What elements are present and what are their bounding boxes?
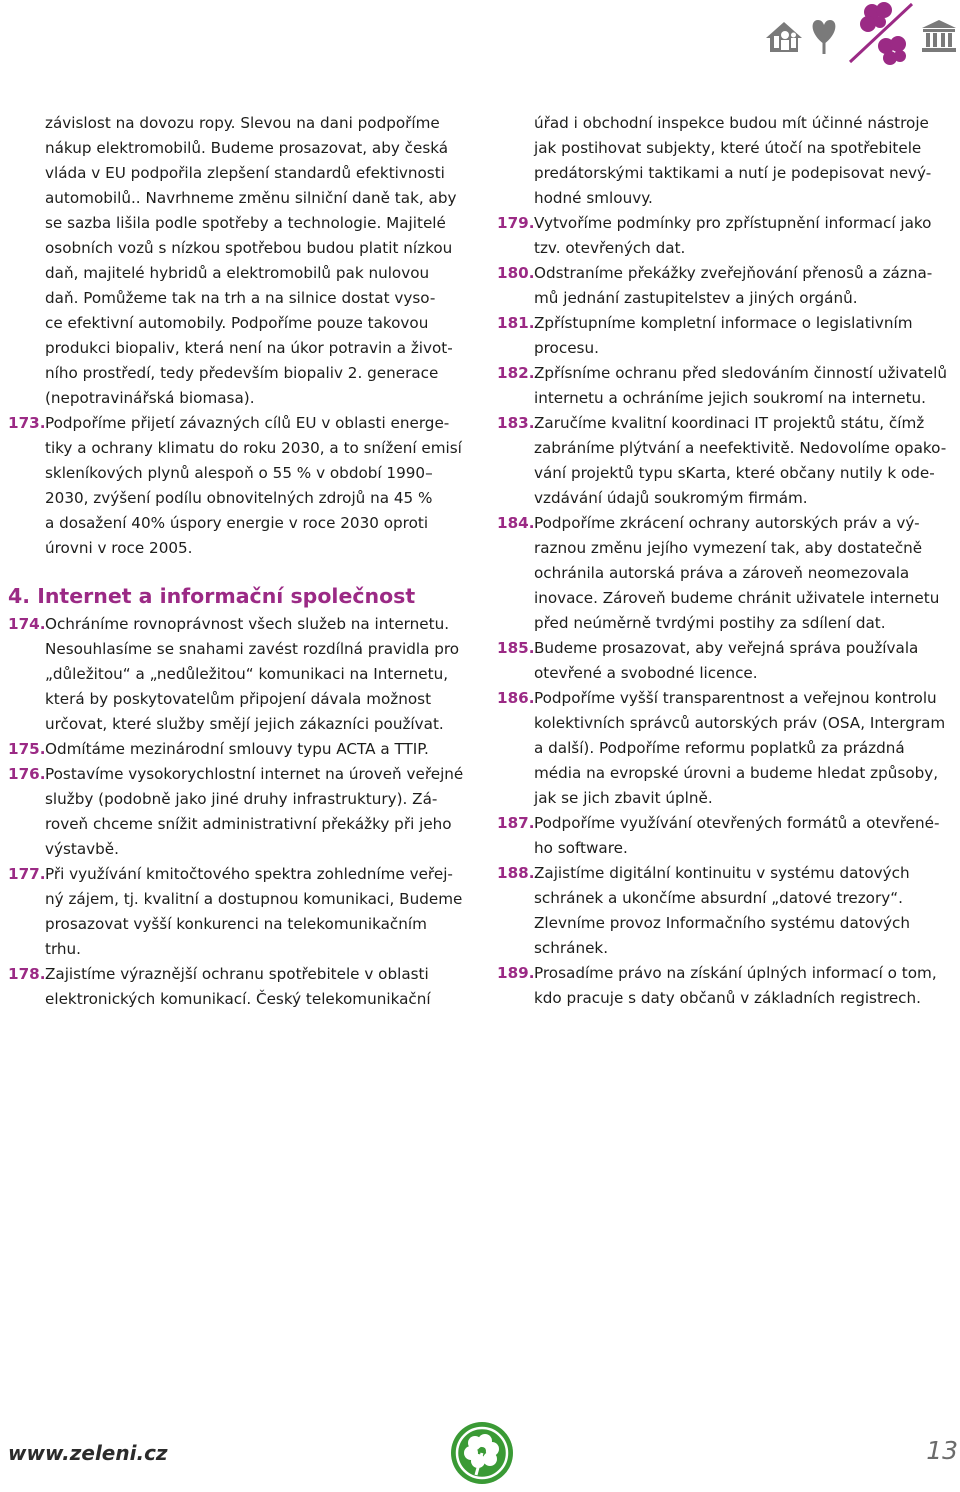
item-text-line: Odmítáme mezinárodní smlouvy typu ACTA a TTIP. xyxy=(45,740,429,758)
text-line: daň. Pomůžeme tak na trh a na silnice dostat vyso- xyxy=(45,289,436,307)
left-continuation-paragraph xyxy=(8,111,470,411)
right-column xyxy=(497,111,959,1011)
item-text-line: úrovni v roce 2005. xyxy=(45,539,193,557)
numbered-item xyxy=(497,261,959,311)
item-text-line: Prosadíme právo na získání úplných informací o tom, xyxy=(534,964,937,982)
item-text-line: vání projektů typu sKarta, které občany nutily k ode- xyxy=(534,464,935,482)
item-text-line: Budeme prosazovat, aby veřejná správa používala xyxy=(534,639,919,657)
item-text-line: kdo pracuje s daty občanů v základních registrech. xyxy=(534,989,921,1007)
item-text-line: výstavbě. xyxy=(45,840,119,858)
item-text-line: tiky a ochrany klimatu do roku 2030, a to snížení emisí xyxy=(45,439,462,457)
text-line: jak postihovat subjekty, které útočí na spotřebitele xyxy=(534,139,922,157)
numbered-item xyxy=(8,612,470,737)
numbered-item xyxy=(497,511,959,636)
numbered-item xyxy=(8,762,470,862)
numbered-item xyxy=(497,211,959,261)
item-text-line: Zaručíme kvalitní koordinaci IT projektů státu, čímž xyxy=(534,414,925,432)
item-text-line: Podpoříme přijetí závazných cílů EU v oblasti energe- xyxy=(45,414,450,432)
footer-url[interactable]: www.zeleni.cz xyxy=(8,1441,168,1465)
item-text-line: schránek. xyxy=(534,939,609,957)
page-header xyxy=(760,0,960,70)
numbered-item xyxy=(497,361,959,411)
item-text-line: tzv. otevřených dat. xyxy=(534,239,686,257)
item-text-line: ho software. xyxy=(534,839,628,857)
item-text-line: ný zájem, tj. kvalitní a dostupnou komunikaci, Budeme xyxy=(45,890,463,908)
numbered-item xyxy=(8,737,470,762)
item-text-line: a další). Podpoříme reformu poplatků za prázdná xyxy=(534,739,905,757)
item-text-line: která by poskytovatelům připojení dávala možnost xyxy=(45,690,432,708)
item-text-line: Odstraníme překážky zveřejňování přenosů a zázna- xyxy=(534,264,933,282)
numbered-item xyxy=(8,962,470,1012)
item-text-line: Postavíme vysokorychlostní internet na úroveň veřejné xyxy=(45,765,464,783)
item-text-line: 2030, zvýšení podílu obnovitelných zdrojů na 45 % xyxy=(45,489,433,507)
page-number: 13 xyxy=(926,1436,958,1465)
text-line: závislost na dovozu ropy. Slevou na dani podpoříme xyxy=(45,114,440,132)
text-line: se sazba lišila podle spotřeby a technologie. Majitelé xyxy=(45,214,446,232)
item-text-line: kolektivních správců autorských práv (OSA, Intergram xyxy=(534,714,946,732)
numbered-item xyxy=(497,636,959,686)
numbered-item xyxy=(497,861,959,961)
text-line: hodné smlouvy. xyxy=(534,189,653,207)
text-line: (nepotravinářská biomasa). xyxy=(45,389,255,407)
numbered-item xyxy=(497,311,959,361)
item-number: 181. xyxy=(497,314,535,332)
item-text-line: Ochráníme rovnoprávnost všech služeb na internetu. xyxy=(45,615,450,633)
item-number: 178. xyxy=(8,965,46,983)
item-number: 184. xyxy=(497,514,535,532)
item-text-line: elektronických komunikací. Český telekomunikační xyxy=(45,990,431,1008)
right-continuation-paragraph xyxy=(497,111,959,211)
item-text-line: jak se jich zbavit úplně. xyxy=(534,789,713,807)
item-text-line: ochránila autorská práva a zároveň neomezovala xyxy=(534,564,910,582)
item-number: 183. xyxy=(497,414,535,432)
item-text-line: otevřené a svobodné licence. xyxy=(534,664,758,682)
item-text-line: schránek a ukončíme absurdní „datové trezory“. xyxy=(534,889,903,907)
item-text-line: Nesouhlasíme se snahami zavést rozdílná pravidla pro xyxy=(45,640,460,658)
text-line: ce efektivní automobily. Podpoříme pouze takovou xyxy=(45,314,429,332)
item-text-line: roveň chceme snížit administrativní překážky při jeho xyxy=(45,815,452,833)
text-line: vláda v EU podpořila zlepšení standardů efektivnosti xyxy=(45,164,445,182)
text-line: predátorskými taktikami a nutí je podepisovat nevý- xyxy=(534,164,932,182)
text-line: ního prostředí, tedy především biopaliv 2. generace xyxy=(45,364,439,382)
people-house-icon xyxy=(764,18,804,54)
left-items-before xyxy=(8,411,470,561)
item-number: 179. xyxy=(497,214,535,232)
text-line: produkci biopaliv, která není na úkor potravin a život- xyxy=(45,339,453,357)
item-text-line: a dosažení 40% úspory energie v roce 2030 oproti xyxy=(45,514,429,532)
item-text-line: určovat, které služby smějí jejich zákazníci používat. xyxy=(45,715,444,733)
right-items xyxy=(497,211,959,1011)
item-text-line: Zpřístupníme kompletní informace o legislativním xyxy=(534,314,913,332)
item-text-line: mů jednání zastupitelstev a jiných orgánů. xyxy=(534,289,858,307)
text-line: osobních vozů s nízkou spotřebou budou platit nízkou xyxy=(45,239,453,257)
item-text-line: Vytvoříme podmínky pro zpřístupnění informací jako xyxy=(534,214,932,232)
item-number: 188. xyxy=(497,864,535,882)
item-number: 173. xyxy=(8,414,46,432)
item-number: 186. xyxy=(497,689,535,707)
text-line: nákup elektromobilů. Budeme prosazovat, aby česká xyxy=(45,139,449,157)
item-text-line: Podpoříme využívání otevřených formátů a otevřené- xyxy=(534,814,940,832)
item-number: 189. xyxy=(497,964,535,982)
numbered-item xyxy=(497,686,959,811)
item-text-line: procesu. xyxy=(534,339,599,357)
heart-leaf-icon xyxy=(808,16,840,56)
item-text-line: Podpoříme zkrácení ochrany autorských práv a vý- xyxy=(534,514,920,532)
numbered-item xyxy=(8,862,470,962)
clover-icon xyxy=(842,0,916,66)
item-number: 174. xyxy=(8,615,46,633)
section-heading: 4. Internet a informační společnost xyxy=(8,584,416,608)
item-text-line: skleníkových plynů alespoň o 55 % v období 1990– xyxy=(45,464,433,482)
institution-icon xyxy=(920,18,958,54)
numbered-item xyxy=(497,961,959,1011)
item-number: 185. xyxy=(497,639,535,657)
item-text-line: internetu a ochráníme jejich soukromí na internetu. xyxy=(534,389,926,407)
item-text-line: před neúměrně tvrdými postihy za sdílení dat. xyxy=(534,614,886,632)
item-text-line: Zajistíme výraznější ochranu spotřebitele v oblasti xyxy=(45,965,429,983)
clover-logo-icon xyxy=(450,1421,514,1485)
item-text-line: média na evropské úrovni a budeme hledat způsoby, xyxy=(534,764,939,782)
item-text-line: Zlevníme provoz Informačního systému datových xyxy=(534,914,910,932)
item-text-line: raznou změnu jejího vymezení tak, aby dostatečně xyxy=(534,539,923,557)
numbered-item xyxy=(497,811,959,861)
numbered-item xyxy=(497,411,959,511)
left-items-after xyxy=(8,612,470,1012)
item-number: 187. xyxy=(497,814,535,832)
item-text-line: Zpřísníme ochranu před sledováním činností uživatelů xyxy=(534,364,947,382)
item-text-line: trhu. xyxy=(45,940,82,958)
item-number: 176. xyxy=(8,765,46,783)
item-text-line: Při využívání kmitočtového spektra zohledníme veřej- xyxy=(45,865,453,883)
text-line: automobilů.. Navrhneme změnu silniční daně tak, aby xyxy=(45,189,457,207)
item-number: 180. xyxy=(497,264,535,282)
left-column xyxy=(8,111,470,1012)
numbered-item xyxy=(8,411,470,561)
item-text-line: zabráníme plýtvání a neefektivitě. Nedovolíme opako- xyxy=(534,439,947,457)
item-text-line: Zajistíme digitální kontinuitu v systému datových xyxy=(534,864,910,882)
text-line: úřad i obchodní inspekce budou mít účinné nástroje xyxy=(534,114,929,132)
item-text-line: služby (podobně jako jiné druhy infrastruktury). Zá- xyxy=(45,790,438,808)
item-text-line: inovace. Zároveň budeme chránit uživatele internetu xyxy=(534,589,940,607)
text-line: daň, majitelé hybridů a elektromobilů pak nulovou xyxy=(45,264,430,282)
item-text-line: prosazovat vyšší konkurenci na telekomunikačním xyxy=(45,915,427,933)
item-number: 175. xyxy=(8,740,46,758)
item-text-line: „důležitou“ a „nedůležitou“ komunikaci na Internetu, xyxy=(45,665,449,683)
item-text-line: vzdávání údajů soukromým firmám. xyxy=(534,489,808,507)
item-number: 182. xyxy=(497,364,535,382)
item-text-line: Podpoříme vyšší transparentnost a veřejnou kontrolu xyxy=(534,689,937,707)
item-number: 177. xyxy=(8,865,46,883)
